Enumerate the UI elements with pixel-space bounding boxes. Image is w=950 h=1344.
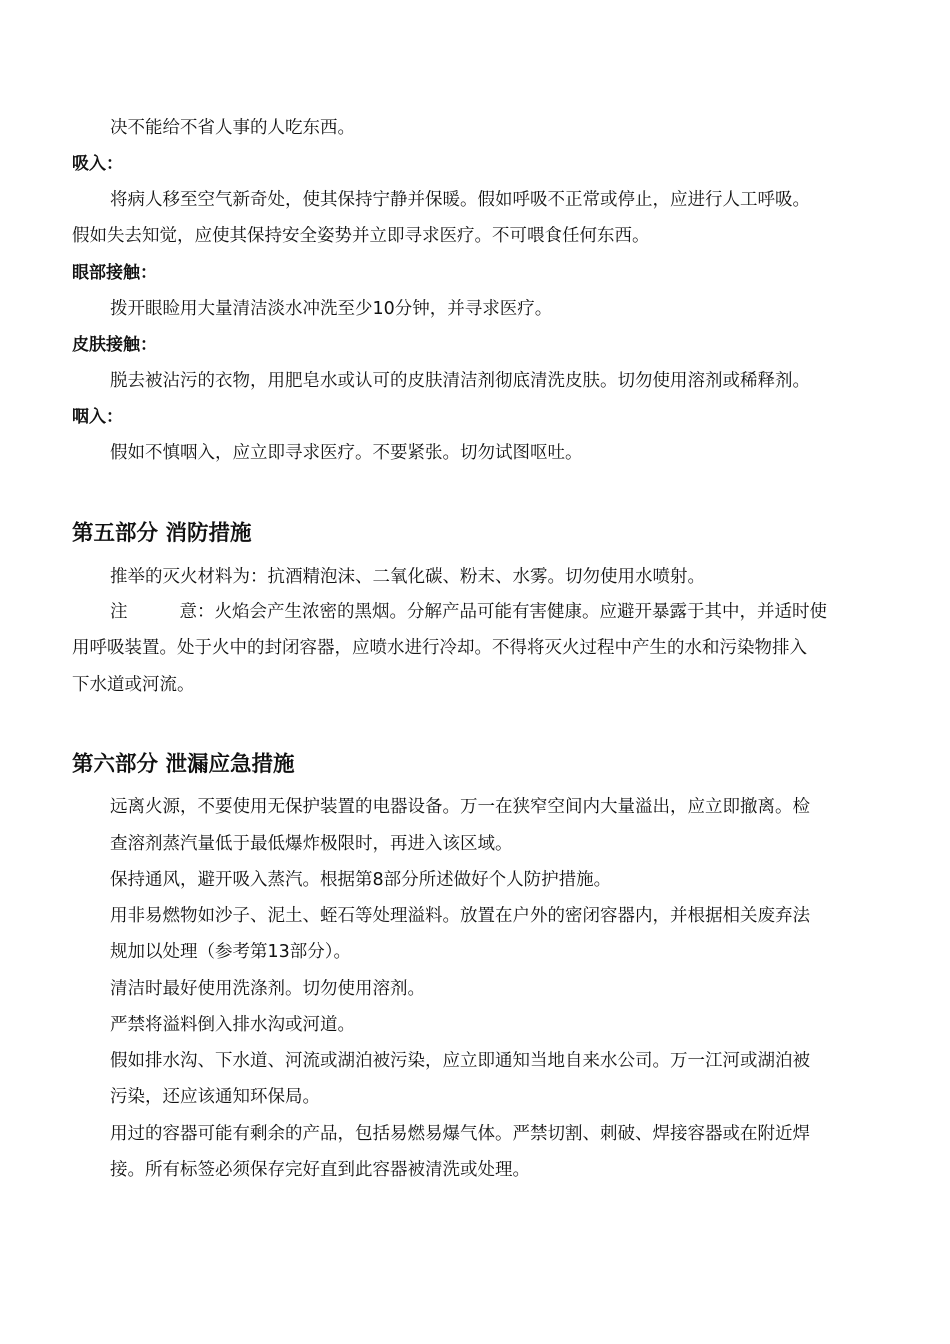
- eye-contact-text: 拨开眼睑用大量清洁淡水冲洗至少10分钟，并寻求医疗。: [110, 299, 553, 319]
- section6-p1-line2: 查溶剂蒸汽量低于最低爆炸极限时，再进入该区域。: [110, 834, 513, 854]
- section6-p7-line1: 用过的容器可能有剩余的产品，包括易燃易爆气体。严禁切割、刺破、焊接容器或在附近焊: [110, 1124, 810, 1144]
- swallow-label: 咽入：: [72, 407, 123, 427]
- section6-p5: 严禁将溢料倒入排水沟或河道。: [110, 1015, 355, 1035]
- section6-p7-line2: 接。所有标签必须保存完好直到此容器被清洗或处理。: [110, 1160, 530, 1180]
- ingestion-text: 决不能给不省人事的人吃东西。: [110, 118, 355, 138]
- eye-contact-label: 眼部接触：: [72, 263, 157, 283]
- inhalation-text-line2: 假如失去知觉，应使其保持安全姿势并立即寻求医疗。不可喂食任何东西。: [72, 226, 650, 246]
- note-rest: 意：火焰会产生浓密的黑烟。分解产品可能有害健康。应避开暴露于其中，并适时使: [179, 602, 827, 622]
- section6-heading: 第六部分 泄漏应急措施: [72, 752, 295, 777]
- section6-p1-line1: 远离火源，不要使用无保护装置的电器设备。万一在狭窄空间内大量溢出，应立即撤离。检: [110, 797, 810, 817]
- section5-note-line3: 下水道或河流。: [72, 675, 195, 695]
- section6-p6-line1: 假如排水沟、下水道、河流或湖泊被污染，应立即通知当地自来水公司。万一江河或湖泊被: [110, 1051, 810, 1071]
- section5-note-line2: 用呼吸装置。处于火中的封闭容器，应喷水进行冷却。不得将灭火过程中产生的水和污染物排入: [72, 638, 807, 658]
- skin-contact-label: 皮肤接触：: [72, 335, 157, 355]
- inhalation-text-line1: 将病人移至空气新奇处，使其保持宁静并保暖。假如呼吸不正常或停止，应进行人工呼吸。: [110, 190, 810, 210]
- section6-p3-line1: 用非易燃物如沙子、泥土、蛭石等处理溢料。放置在户外的密闭容器内，并根据相关废弃法: [110, 906, 810, 926]
- section6-p3-line2: 规加以处理（参考第13部分）。: [110, 942, 352, 962]
- swallow-text: 假如不慎咽入，应立即寻求医疗。不要紧张。切勿试图呕吐。: [110, 443, 583, 463]
- section6-p2: 保持通风，避开吸入蒸汽。根据第8部分所述做好个人防护措施。: [110, 870, 612, 890]
- inhalation-label: 吸入：: [72, 154, 123, 174]
- section5-extinguish-text: 推举的灭火材料为：抗酒精泡沫、二氧化碳、粉末、水雾。切勿使用水喷射。: [110, 567, 705, 587]
- section6-p6-line2: 污染，还应该通知环保局。: [110, 1087, 320, 1107]
- section6-p4: 清洁时最好使用洗涤剂。切勿使用溶剂。: [110, 979, 425, 999]
- section5-heading: 第五部分 消防措施: [72, 521, 252, 546]
- note-char: 注: [110, 602, 128, 622]
- section5-note-line1: [110, 600, 892, 624]
- skin-contact-text: 脱去被沾污的衣物，用肥皂水或认可的皮肤清洁剂彻底清洗皮肤。切勿使用溶剂或稀释剂。: [110, 371, 810, 391]
